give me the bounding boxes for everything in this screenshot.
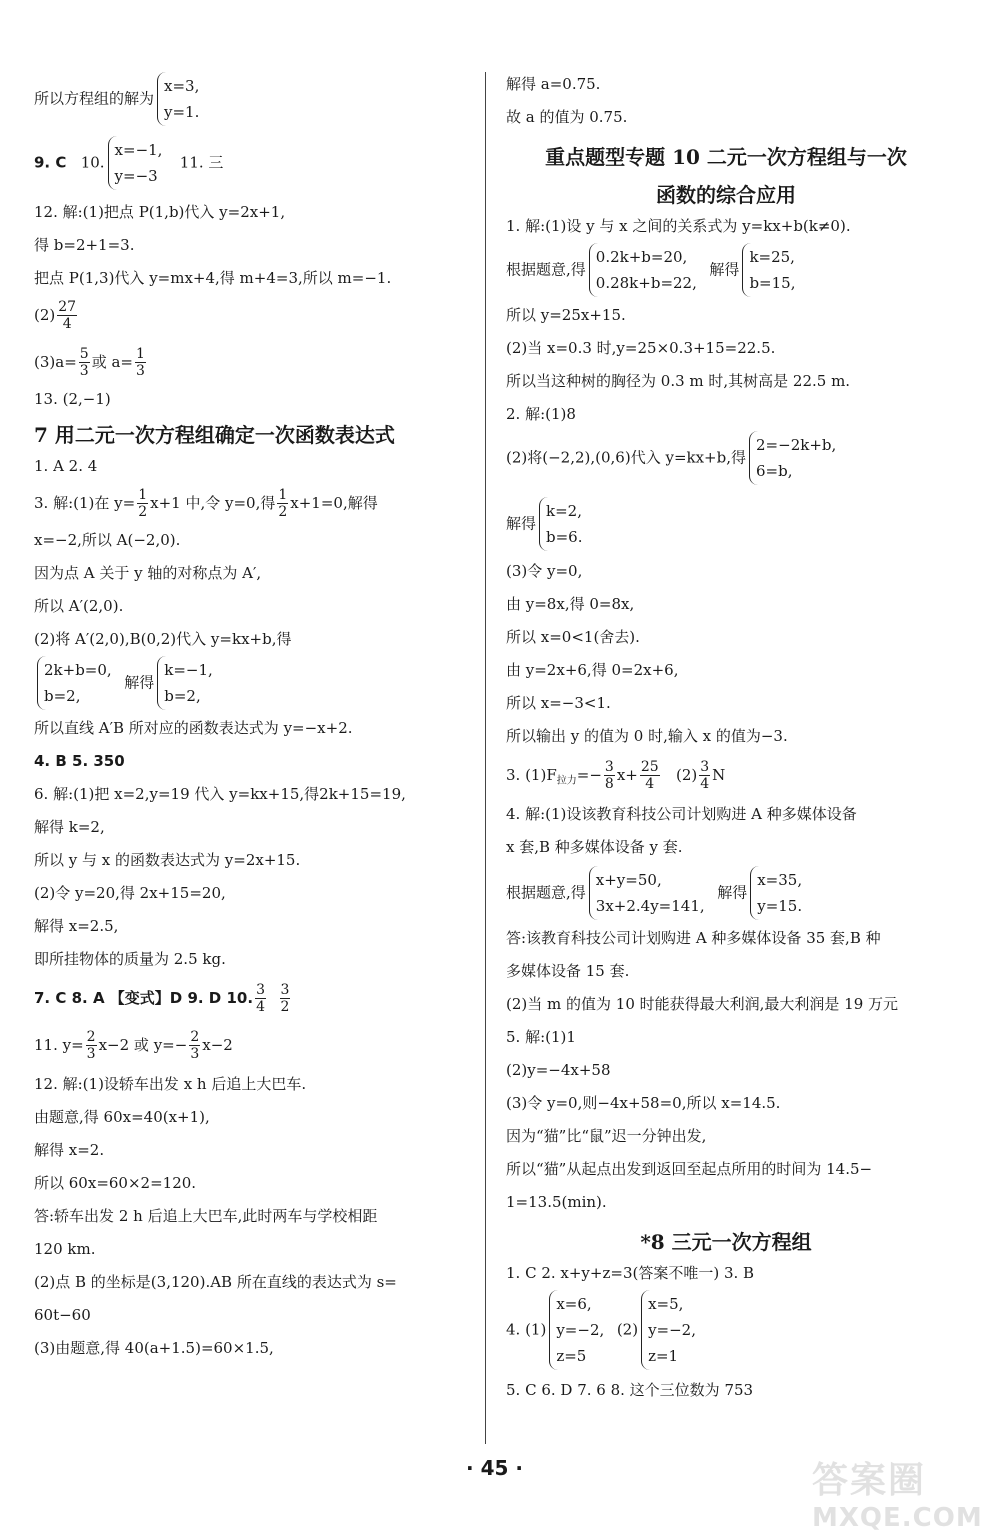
answer-line: 得 b=2+1=3. xyxy=(34,236,135,254)
numerator: 25 xyxy=(640,759,659,775)
answer-line: (3)令 y=0, xyxy=(506,562,583,580)
answer-line: 由 y=8x,得 0=8x, xyxy=(506,595,635,613)
equation-brace xyxy=(539,497,582,551)
equation-brace xyxy=(750,866,802,920)
answer-line: 1=13.5(min). xyxy=(506,1193,607,1211)
answer-line xyxy=(506,759,946,792)
answer-line: 即所挂物体的质量为 2.5 kg. xyxy=(34,950,226,968)
answer-line xyxy=(506,243,946,297)
watermark-site-text: MXQE.COM xyxy=(812,1503,983,1533)
numerator: 3 xyxy=(280,982,290,998)
answer-line: 把点 P(1,3)代入 y=mx+4,得 m+4=3,所以 m=−1. xyxy=(34,269,392,287)
answer-line: 4. 解:(1)设该教育科技公司计划购进 A 种多媒体设备 xyxy=(506,805,857,823)
answer-line xyxy=(34,72,479,126)
eq-row: y=−2, xyxy=(648,1321,696,1339)
section-heading: 7 用二元一次方程组确定一次函数表达式 xyxy=(34,423,395,447)
answer-line: 4. B 5. 350 xyxy=(34,752,125,770)
numerator: 27 xyxy=(58,299,77,315)
eq-row: x=6, xyxy=(556,1295,592,1313)
fraction xyxy=(57,299,77,332)
text: 4. (1) xyxy=(506,1320,547,1339)
eq-row: 6=b, xyxy=(756,462,793,480)
eq-row: b=2, xyxy=(164,687,201,705)
eq-row: k=25, xyxy=(749,248,795,266)
denominator: 4 xyxy=(700,776,710,792)
text: 解得 xyxy=(506,514,537,533)
fraction xyxy=(189,1029,200,1062)
answer-line xyxy=(506,497,946,551)
answer-item: 11. 三 xyxy=(179,153,224,172)
answer-line: 所以 x=0<1(舍去). xyxy=(506,628,640,646)
answer-line: 所以直线 A′B 所对应的函数表达式为 y=−x+2. xyxy=(34,719,353,737)
eq-row: 2=−2k+b, xyxy=(756,436,837,454)
equation-brace xyxy=(157,72,199,126)
section-heading: 函数的综合应用 xyxy=(656,183,796,207)
answer-line: 60t−60 xyxy=(34,1306,91,1324)
right-column xyxy=(506,70,946,1399)
answer-line: x=−2,所以 A(−2,0). xyxy=(34,531,181,549)
answer-line: (3)由题意,得 40(a+1.5)=60×1.5, xyxy=(34,1339,274,1357)
answer-line: 解得 x=2. xyxy=(34,1141,105,1159)
fraction xyxy=(255,982,266,1015)
eq-row: z=1 xyxy=(648,1347,679,1365)
page-number: · 45 · xyxy=(466,1456,523,1480)
text: 解得 xyxy=(124,673,155,692)
equation-brace xyxy=(37,656,112,710)
section-heading: *8 三元一次方程组 xyxy=(640,1230,812,1254)
answer-line: (2)y=−4x+58 xyxy=(506,1061,611,1079)
answer-line: 所以 60x=60×2=120. xyxy=(34,1174,197,1192)
eq-row: k=2, xyxy=(546,502,582,520)
answer-line: 解得 k=2, xyxy=(34,818,105,836)
answer-item: 10. xyxy=(80,153,105,172)
text: N xyxy=(712,766,726,784)
eq-row: b=6. xyxy=(546,528,583,546)
watermark-logo xyxy=(812,1452,982,1532)
numerator: 2 xyxy=(86,1029,96,1045)
eq-row: y=−3 xyxy=(114,167,158,185)
answer-line: (2)将 A′(2,0),B(0,2)代入 y=kx+b,得 xyxy=(34,630,292,648)
numerator: 3 xyxy=(256,982,265,998)
numerator: 1 xyxy=(138,487,148,503)
equation-brace xyxy=(641,1290,696,1370)
subscript: 拉力 xyxy=(556,775,577,787)
answer-line: (2)令 y=20,得 2x+15=20, xyxy=(34,884,226,902)
fraction xyxy=(86,1029,97,1062)
equation-brace xyxy=(108,136,163,190)
answer-line: (2)点 B 的坐标是(3,120).AB 所在直线的表达式为 s= xyxy=(34,1273,397,1291)
answer-line: 13. (2,−1) xyxy=(34,390,111,408)
text: x−2 xyxy=(202,1036,233,1054)
eq-row: z=5 xyxy=(556,1347,587,1365)
answer-line: x 套,B 种多媒体设备 y 套. xyxy=(506,838,683,856)
answer-line: (3)令 y=0,则−4x+58=0,所以 x=14.5. xyxy=(506,1094,781,1112)
text: x−2 或 y=− xyxy=(98,1036,188,1054)
denominator: 4 xyxy=(62,316,72,332)
denominator: 3 xyxy=(79,363,89,379)
equation-brace xyxy=(589,866,705,920)
answer-line xyxy=(34,299,479,332)
answer-line: 解得 x=2.5, xyxy=(34,917,119,935)
fraction xyxy=(135,346,146,379)
answer-line xyxy=(34,346,479,379)
answer-line: 1. C 2. x+y+z=3(答案不唯一) 3. B xyxy=(506,1264,755,1282)
text: (2)将(−2,2),(0,6)代入 y=kx+b,得 xyxy=(506,448,747,467)
equation-brace xyxy=(549,1290,604,1370)
eq-row: b=15, xyxy=(749,274,796,292)
numerator: 1 xyxy=(278,487,288,503)
eq-row: y=−2, xyxy=(556,1321,605,1339)
denominator: 8 xyxy=(604,776,614,792)
text: 所以方程组的解为 xyxy=(34,89,155,108)
answer-line: 故 a 的值为 0.75. xyxy=(506,108,628,126)
answer-line: 由题意,得 60x=40(x+1), xyxy=(34,1108,210,1126)
denominator: 2 xyxy=(280,999,290,1015)
answer-line: 答:该教育科技公司计划购进 A 种多媒体设备 35 套,B 种 xyxy=(506,929,881,947)
answer-line: 所以 x=−3<1. xyxy=(506,694,611,712)
answer-line: 答:轿车出发 2 h 后追上大巴车,此时两车与学校相距 xyxy=(34,1207,378,1225)
denominator: 3 xyxy=(135,363,145,379)
text: 根据题意,得 xyxy=(506,260,586,279)
section-heading: 重点题型专题 10 二元一次方程组与一次 xyxy=(545,145,907,169)
answer-line xyxy=(506,866,946,920)
answer-line xyxy=(506,1290,946,1370)
text: 3. (1)F xyxy=(506,766,557,784)
text: =− xyxy=(576,766,602,784)
eq-row: y=15. xyxy=(757,897,803,915)
answer-line: 由 y=2x+6,得 0=2x+6, xyxy=(506,661,679,679)
numerator: 3 xyxy=(700,759,710,775)
answer-line: 120 km. xyxy=(34,1240,96,1258)
denominator: 2 xyxy=(138,504,148,520)
eq-row: b=2, xyxy=(44,687,81,705)
answer-line: 因为点 A 关于 y 轴的对称点为 A′, xyxy=(34,564,262,582)
text: 或 a= xyxy=(91,353,133,371)
answer-line: 多媒体设备 15 套. xyxy=(506,962,630,980)
answer-line: 所以 A′(2,0). xyxy=(34,597,124,615)
eq-row: 2k+b=0, xyxy=(44,661,112,679)
eq-row: x=35, xyxy=(757,871,803,889)
answer-line xyxy=(34,487,479,520)
equation-brace xyxy=(157,656,213,710)
text: 解得 xyxy=(709,260,740,279)
text: x+1=0,解得 xyxy=(290,494,378,512)
answer-line: (2)当 m 的值为 10 时能获得最大利润,最大利润是 19 万元 xyxy=(506,995,899,1013)
text: (2) xyxy=(34,306,56,324)
equation-brace xyxy=(589,243,697,297)
denominator: 4 xyxy=(256,999,265,1015)
answer-line: 所以 y=25x+15. xyxy=(506,306,626,324)
eq-row: y=1. xyxy=(164,103,200,121)
text: (2) xyxy=(675,766,698,784)
answer-line xyxy=(34,982,479,1015)
numerator: 3 xyxy=(604,759,614,775)
numerator: 1 xyxy=(135,346,145,362)
fraction xyxy=(137,487,148,520)
eq-row: x=−1, xyxy=(114,141,163,159)
answer-line: 12. 解:(1)把点 P(1,b)代入 y=2x+1, xyxy=(34,203,286,221)
answer-line: 因为“猫”比“鼠”迟一分钟出发, xyxy=(506,1127,707,1145)
answer-line: 1. A 2. 4 xyxy=(34,457,98,475)
denominator: 3 xyxy=(86,1046,96,1062)
text: 3. 解:(1)在 y= xyxy=(34,494,136,512)
answer-item: 7. C 8. A 【变式】D 9. D 10. xyxy=(34,989,254,1007)
answer-line xyxy=(506,431,946,485)
eq-row: 3x+2.4y=141, xyxy=(595,897,705,915)
fraction xyxy=(280,982,291,1015)
fraction xyxy=(640,759,660,792)
answer-line: 1. 解:(1)设 y 与 x 之间的关系式为 y=kx+b(k≠0). xyxy=(506,217,851,235)
answer-line: 所以当这种树的胸径为 0.3 m 时,其树高是 22.5 m. xyxy=(506,372,851,390)
answer-line: 12. 解:(1)设轿车出发 x h 后追上大巴车. xyxy=(34,1075,307,1093)
answer-line xyxy=(34,136,479,190)
column-divider xyxy=(485,72,486,1444)
eq-row: k=−1, xyxy=(164,661,213,679)
text: 解得 xyxy=(717,883,748,902)
answer-line xyxy=(34,656,479,710)
answer-line: 所以“猫”从起点出发到返回至起点所用的时间为 14.5− xyxy=(506,1160,873,1178)
fraction xyxy=(79,346,90,379)
text: 11. y= xyxy=(34,1036,84,1054)
answer-item: 9. C xyxy=(34,153,67,172)
text: 根据题意,得 xyxy=(506,883,586,902)
fraction xyxy=(277,487,288,520)
text: x+1 中,令 y=0,得 xyxy=(150,494,276,512)
answer-line: 所以 y 与 x 的函数表达式为 y=2x+15. xyxy=(34,851,301,869)
equation-brace xyxy=(742,243,795,297)
eq-row: 0.2k+b=20, xyxy=(595,248,688,266)
eq-row: x+y=50, xyxy=(595,871,662,889)
numerator: 5 xyxy=(79,346,89,362)
fraction xyxy=(604,759,615,792)
text: (3)a= xyxy=(34,353,77,371)
text: x+ xyxy=(616,766,638,784)
denominator: 3 xyxy=(190,1046,200,1062)
answer-line: 5. C 6. D 7. 6 8. 这个三位数为 753 xyxy=(506,1381,754,1399)
watermark-logo-text: 答案圈 xyxy=(812,1460,927,1501)
answer-line: 5. 解:(1)1 xyxy=(506,1028,576,1046)
answer-line: 所以输出 y 的值为 0 时,输入 x 的值为−3. xyxy=(506,727,788,745)
fraction xyxy=(699,759,710,792)
denominator: 4 xyxy=(645,776,655,792)
text: (2) xyxy=(616,1320,639,1339)
eq-row: x=3, xyxy=(164,77,200,95)
answer-line xyxy=(34,1029,479,1062)
denominator: 2 xyxy=(278,504,288,520)
left-column xyxy=(34,70,479,1357)
eq-row: x=5, xyxy=(648,1295,684,1313)
answer-line: 解得 a=0.75. xyxy=(506,75,601,93)
answer-line: (2)当 x=0.3 时,y=25×0.3+15=22.5. xyxy=(506,339,776,357)
numerator: 2 xyxy=(190,1029,200,1045)
answer-line: 2. 解:(1)8 xyxy=(506,405,576,423)
answer-line: 6. 解:(1)把 x=2,y=19 代入 y=kx+15,得2k+15=19, xyxy=(34,785,406,803)
equation-brace xyxy=(749,431,836,485)
eq-row: 0.28k+b=22, xyxy=(595,274,697,292)
